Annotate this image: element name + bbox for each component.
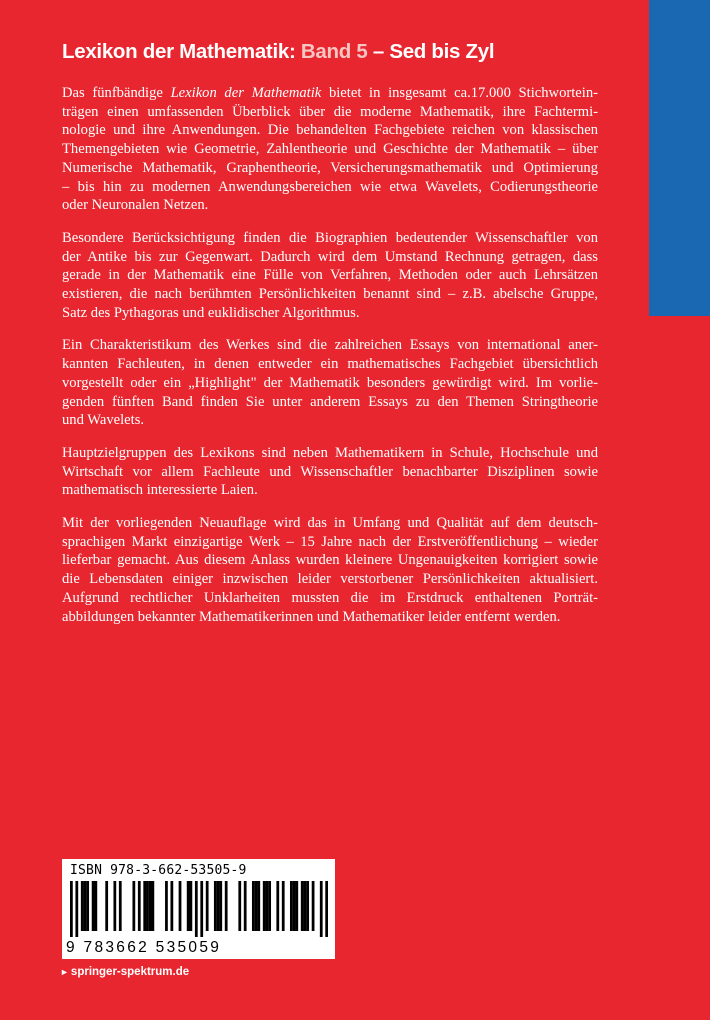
title-main: Lexikon der Mathematik: xyxy=(62,40,296,63)
barcode-bar xyxy=(86,881,89,931)
barcode-bar xyxy=(263,881,266,931)
text-line: trägen einen umfassenden Überblick über die moderne Mathematik, ihre Fachtermi- xyxy=(62,103,598,120)
barcode-bar xyxy=(306,881,309,931)
barcode-bar xyxy=(170,881,173,931)
text-line: – bis hin zu modernen Anwendungsbereichen wie etwa Wavelets, Codierungstheorie xyxy=(62,178,598,195)
barcode-bar xyxy=(92,881,95,931)
barcode-bar xyxy=(238,881,241,931)
title-band: Band 5 xyxy=(300,40,368,63)
barcode-bar xyxy=(266,881,269,931)
barcode-bar xyxy=(282,881,285,931)
publisher-link[interactable] xyxy=(60,966,189,978)
barcode-bar xyxy=(75,881,78,937)
text-line: lieferbar gemacht. Aus diesem Anlass wurden kleinere Ungenauigkeiten korrigiert sowie xyxy=(62,552,598,569)
barcode-bar xyxy=(143,881,146,931)
barcode-bar xyxy=(214,881,217,931)
barcode-bar xyxy=(295,881,298,931)
book-title-italic: Lexikon der Mathematik xyxy=(170,85,322,101)
barcode-bar xyxy=(252,881,255,931)
arrow-icon: ► xyxy=(60,967,69,977)
barcode-bar xyxy=(255,881,258,931)
barcode-bar xyxy=(301,881,304,931)
text-line: oder Neuronalen Netzen. xyxy=(62,197,209,214)
text-line: abbildungen bekannter Mathematikerinnen und Mathematiker leider entfernt werden. xyxy=(62,608,561,625)
text-line: Satz des Pythagoras und euklidischer Algorithmus. xyxy=(62,304,360,321)
text-line xyxy=(62,84,598,103)
barcode-bar xyxy=(149,881,152,931)
barcode-bar xyxy=(113,881,116,931)
barcode-bar xyxy=(268,881,271,931)
barcode-bar xyxy=(119,881,122,931)
barcode-bar xyxy=(132,881,135,931)
barcode-bar xyxy=(312,881,315,931)
barcode-bar xyxy=(200,881,203,937)
text-line: Wirtschaft vor allem Fachleute und Wissenschaftler benachbarter Disziplinen sowie xyxy=(62,463,598,480)
barcode-bar xyxy=(81,881,84,931)
barcode-bar xyxy=(70,881,73,937)
text-line: und Wavelets. xyxy=(62,412,145,429)
text-line: Mit der vorliegenden Neuauflage wird das in Umfang und Qualität auf dem deutsch- xyxy=(62,515,598,532)
barcode-bar xyxy=(105,881,108,931)
text-line: nologie und ihre Anwendungen. Die behandelten Fachgebiete reichen von klassischen xyxy=(62,122,598,139)
barcode-bar xyxy=(293,881,296,931)
barcode-bar xyxy=(151,881,154,931)
text-line: kannten Fachleuten, in denen entweder ein mathematisches Fachgebiet übersichtlich xyxy=(62,356,598,373)
text-line: Themengebieten wie Geometrie, Zahlentheorie und Geschichte der Mathematik – über xyxy=(62,141,598,158)
paragraph-4 xyxy=(62,444,598,500)
paragraph-1 xyxy=(62,84,598,215)
barcode-bar xyxy=(225,881,228,931)
text-line: der Antike bis zur Gegenwart. Dadurch wird dem Umstand Rechnung getragen, dass xyxy=(62,248,598,265)
barcode-bar xyxy=(94,881,97,931)
barcode-bar xyxy=(146,881,149,931)
barcode-bars xyxy=(70,881,328,937)
text-line: Hauptzielgruppen des Lexikons sind neben Mathematikern in Schule, Hochschule und xyxy=(62,444,598,461)
text-line: genden fünften Band finden Sie unter anderem Essays zu den Themen Stringtheorie xyxy=(62,393,598,410)
barcode-bar xyxy=(189,881,192,931)
text-line: Numerische Mathematik, Graphentheorie, Versicherungsmathematik und Optimierung xyxy=(62,159,598,176)
text-line: Besondere Berücksichtigung finden die Biographien bedeutender Wissenschaftler von xyxy=(62,229,598,246)
barcode-bar xyxy=(290,881,293,931)
barcode-bar xyxy=(84,881,87,931)
barcode-bar xyxy=(320,881,323,937)
title-subtitle: – Sed bis Zyl xyxy=(372,40,495,63)
text-line: gerade in der Mathematik eine Fülle von Verfahren, Methoden oder auch Lehrsätzen xyxy=(62,267,598,284)
text-segment: Das fünfbändige xyxy=(62,85,171,101)
barcode-number: 9 783662 535059 xyxy=(66,939,222,956)
barcode-bar xyxy=(187,881,190,931)
text-line: vorgestellt oder ein „Highlight" der Mathematik besonders gewürdigt wird. Im vorlie- xyxy=(62,374,598,391)
blue-accent-tab xyxy=(649,0,710,316)
paragraph-5 xyxy=(62,514,598,626)
barcode-bar xyxy=(206,881,209,931)
text-segment: bietet in insgesamt ca.17.000 Stichwortein- xyxy=(321,85,598,101)
barcode-bar xyxy=(325,881,328,937)
publisher-url: springer-spektrum.de xyxy=(70,966,190,978)
isbn-label: ISBN 978-3-662-53505-9 xyxy=(70,863,247,878)
barcode-bar xyxy=(276,881,279,931)
paragraph-3 xyxy=(62,336,598,430)
text-line: mathematisch interessierte Laien. xyxy=(62,482,258,499)
text-line: sprachigen Markt einzigartige Werk – 15 Jahre nach der Erstveröffentlichung – wieder xyxy=(62,533,598,550)
barcode-bar xyxy=(217,881,220,931)
barcode-bar xyxy=(219,881,222,931)
barcode-bar xyxy=(138,881,141,931)
barcode-bar xyxy=(304,881,307,931)
book-title xyxy=(62,40,494,64)
barcode-bar xyxy=(257,881,260,931)
barcode-bar xyxy=(165,881,168,931)
text-line: existieren, die nach berühmten Persönlichkeiten benannt sind – z.B. abelsche Gruppe, xyxy=(62,286,598,303)
barcode-panel xyxy=(62,859,335,959)
barcode-bar xyxy=(195,881,198,937)
blurb-text xyxy=(62,84,598,640)
paragraph-2 xyxy=(62,229,598,323)
text-line: Ein Charakteristikum des Werkes sind die zahlreichen Essays von international aner- xyxy=(62,337,598,354)
barcode-bar xyxy=(179,881,182,931)
text-line: Aufgrund rechtlicher Unklarheiten mussten die im Erstdruck enthaltenen Porträt- xyxy=(62,589,598,606)
barcode-bar xyxy=(244,881,247,931)
text-line: die Lebensdaten einiger inzwischen leider verstorbener Persönlichkeiten aktualisiert. xyxy=(62,571,598,588)
